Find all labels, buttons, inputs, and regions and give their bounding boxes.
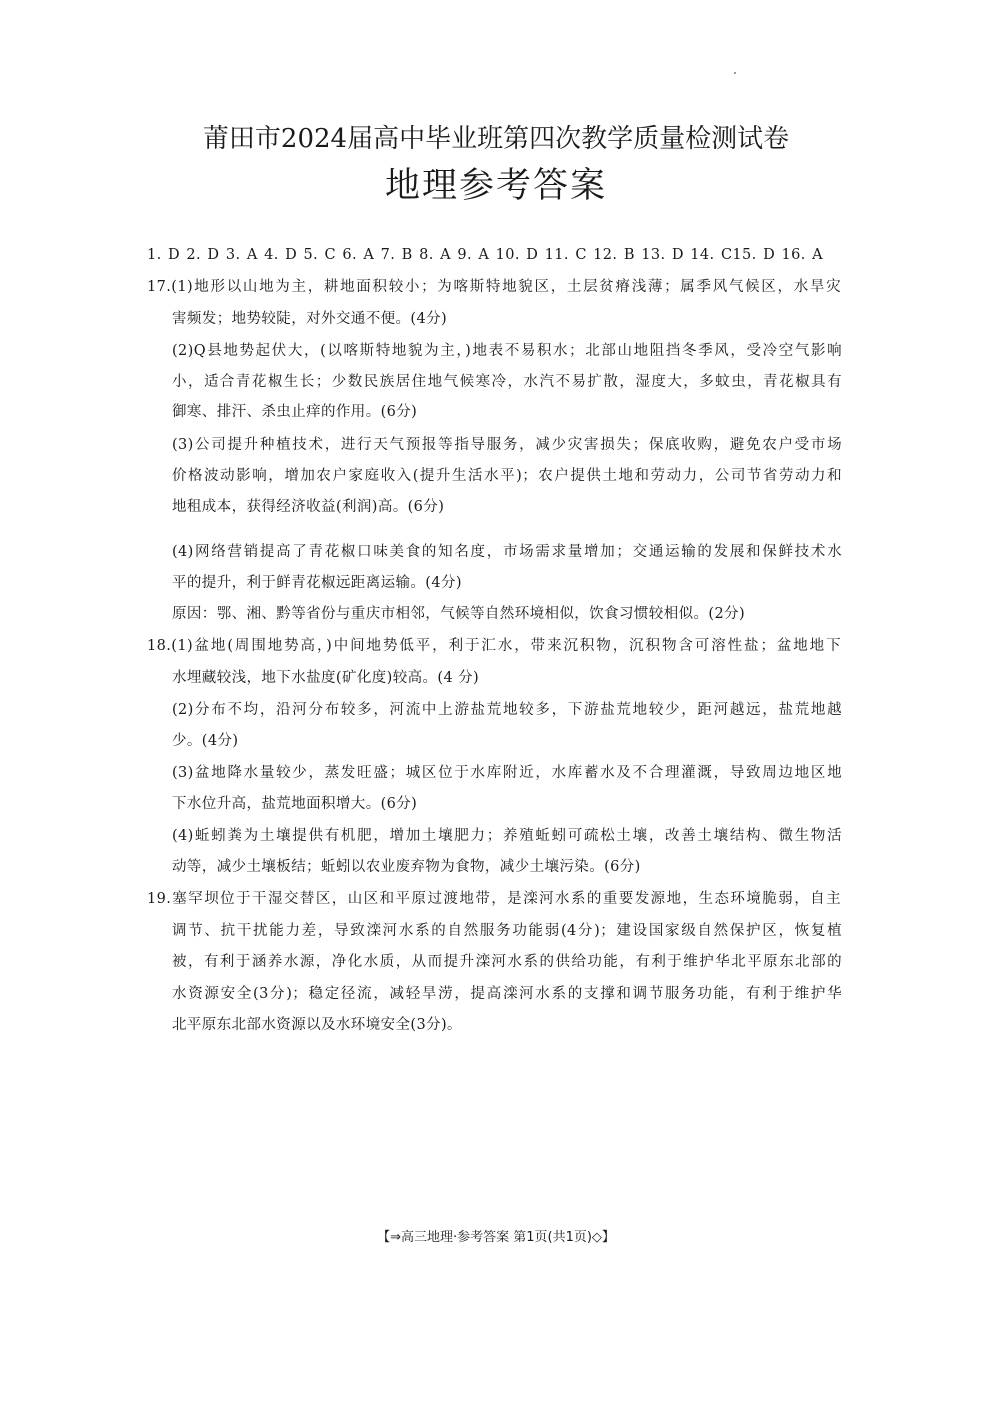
q18-line-7: (4)蚯蚓粪为土壤提供有机肥，增加土壤肥力；养殖蚯蚓可疏松土壤，改善土壤结构、微生物活	[172, 828, 842, 844]
q17-line-6: (3)公司提升种植技术，进行天气预报等指导服务，减少灾害损失；保底收购，避免农户受市场	[172, 437, 842, 453]
answer-key-title: 地理参考答案	[384, 166, 607, 206]
q18-line-4: 少。(4分)	[172, 733, 239, 749]
q17-line-5: 御寒、排汗、杀虫止痒的作用。(6分)	[172, 404, 418, 420]
q18-line-2: 水埋藏较浅，地下水盐度(矿化度)较高。(4 分)	[172, 670, 480, 686]
q17-line-1: 17.(1)地形以山地为主，耕地面积较小；为喀斯特地貌区，土层贫瘠浅薄；属季风气候区，水旱灾	[147, 279, 841, 295]
q18-line-8: 动等，减少土壤板结；蚯蚓以农业废弃物为食物，减少土壤污染。(6分)	[172, 859, 641, 875]
q17-line-2: 害频发；地势较陡，对外交通不便。(4分)	[172, 311, 448, 327]
q19-line-3: 被，有利于涵养水源，净化水质，从而提升滦河水系的供给功能，有利于维护华北平原东北部的	[172, 954, 842, 970]
q19-line-4: 水资源安全(3分)；稳定径流，减轻旱涝，提高滦河水系的支撑和调节服务功能，有利于维护华	[172, 986, 842, 1002]
q17-line-11: 原因：鄂、湘、黔等省份与重庆市相邻，气候等自然环境相似，饮食习惯较相似。(2分)	[172, 606, 746, 622]
q18-line-5: (3)盆地降水量较少，蒸发旺盛；城区位于水库附近，水库蓄水及不合理灌溉，导致周边地区地	[172, 765, 842, 781]
q17-line-3: (2)Q县地势起伏大，(以喀斯特地貌为主，)地表不易积水；北部山地阻挡冬季风，受冷空气影响	[172, 343, 842, 359]
q19-line-5: 北平原东北部水资源以及水环境安全(3分)。	[172, 1017, 462, 1033]
mc-answers: 1. D 2. D 3. A 4. D 5. C 6. A 7. B 8. A 9. A 10. D 11. C 12. B 13. D 14. C15. D 16. A	[147, 247, 823, 263]
q19-line-1: 19.塞罕坝位于干湿交替区，山区和平原过渡地带，是滦河水系的重要发源地，生态环境脆弱，自主	[147, 891, 841, 907]
q17-line-10: 平的提升，利于鲜青花椒远距离运输。(4分)	[172, 575, 462, 591]
q17-line-7: 价格波动影响，增加农户家庭收入(提升生活水平)；农户提供土地和劳动力，公司节省劳动力和	[172, 468, 842, 484]
q17-line-8: 地租成本，获得经济收益(利润)高。(6分)	[172, 499, 445, 515]
q18-line-6: 下水位升高，盐荒地面积增大。(6分)	[172, 796, 418, 812]
scan-dot	[734, 72, 736, 74]
q18-line-1: 18.(1)盆地(周围地势高，)中间地势低平，利于汇水，带来沉积物，沉积物含可溶性盐；盆地地下	[147, 638, 841, 654]
exam-title: 莆田市2024届高中毕业班第四次教学质量检测试卷	[202, 124, 790, 154]
q17-line-9: (4)网络营销提高了青花椒口味美食的知名度，市场需求量增加；交通运输的发展和保鲜技术水	[172, 544, 842, 560]
q19-line-2: 调节、抗干扰能力差，导致滦河水系的自然服务功能弱(4分)；建设国家级自然保护区，恢复植	[172, 923, 842, 939]
q18-line-3: (2)分布不均，沿河分布较多，河流中上游盐荒地较多，下游盐荒地较少，距河越远，盐荒地越	[172, 702, 842, 718]
q17-line-4: 小，适合青花椒生长；少数民族居住地气候寒冷，水汽不易扩散，湿度大，多蚊虫，青花椒具有	[172, 374, 842, 390]
page-footer: 【⇒高三地理·参考答案 第1页(共1页)◇】	[377, 1230, 615, 1245]
